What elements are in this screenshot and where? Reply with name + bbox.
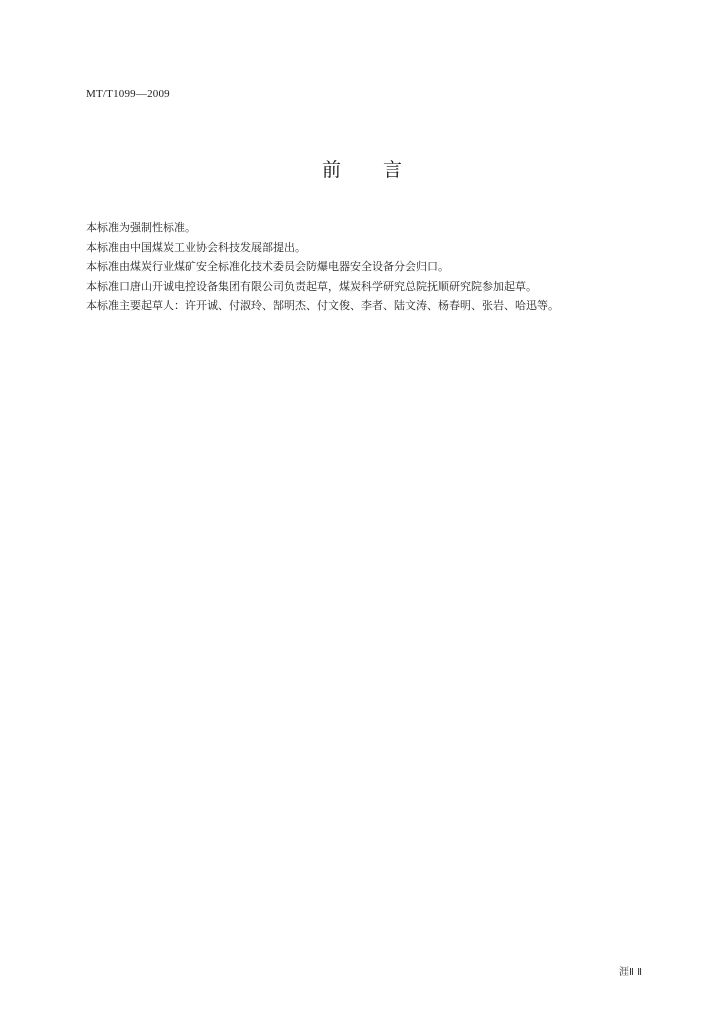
- paragraph-main-drafters: 本标准主要起草人：许开诚、付淑玲、郜明杰、付文俊、李者、陆文涛、杨春明、张岩、哈迅等。: [86, 299, 559, 312]
- foreword-paragraphs: [86, 218, 646, 316]
- section-title-char-2: 言: [383, 159, 403, 181]
- section-title-foreword: [0, 155, 724, 182]
- paragraph-centralized-by: 本标准由煤炭行业煤矿安全标准化技术委员会防爆电器安全设备分会归口。: [86, 260, 449, 273]
- paragraph-proposer: 本标准由中国煤炭工业协会科技发展部提出。: [86, 240, 306, 254]
- page-number: 涯Ⅱ Ⅱ: [618, 967, 642, 978]
- section-title-char-1: 前: [321, 159, 341, 181]
- document-code: MT/T1099—2009: [86, 88, 170, 100]
- paragraph-drafting-organizations: 本标准口唐山开诚电控设备集团有限公司负责起草，煤炭科学研究总院抚顺研究院参加起草。: [86, 279, 537, 293]
- paragraph-standard-type: 本标准为强制性标准。: [86, 221, 196, 234]
